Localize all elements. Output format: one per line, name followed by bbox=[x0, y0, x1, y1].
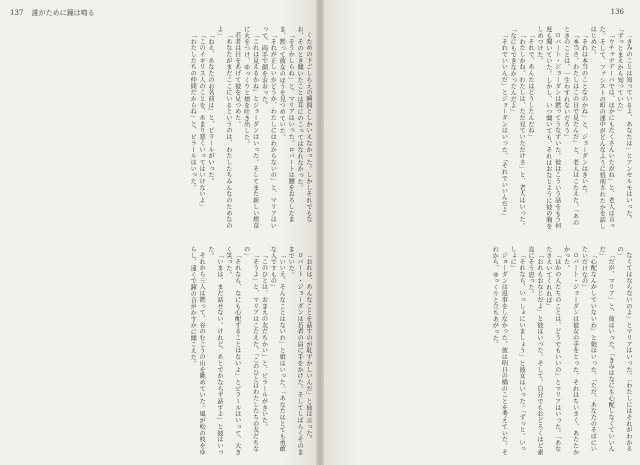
paragraph: ロバート・ジョーダンは若者の肩に手をかけた。そしてしばらくそのままでいた。 bbox=[287, 246, 304, 456]
right-running-header bbox=[611, 8, 630, 16]
paragraph: 「そうかしらね」と、マリアはいった。ロバートは腰をおろしたまま、黙って彼女のほうを見つめていた。 bbox=[278, 26, 295, 223]
left-bottom-tier bbox=[8, 246, 312, 456]
paragraph: 「わたしかね。わたしは、ただ見ていただけさ」と、老人はいった。「なにもできなかったんだよ」 bbox=[509, 26, 526, 230]
paragraph: 若者は目をあげて彼を見つめた。 bbox=[233, 32, 241, 128]
right-page bbox=[320, 0, 640, 465]
paragraph: 「ねえ、あなたのお名前は」と、ピラールがいった。 bbox=[207, 32, 215, 185]
paragraph: 「おれは、あんなことを話すのが恥ずかしいんだ」と彼は言った。 bbox=[305, 252, 312, 443]
right-top-tier bbox=[328, 26, 632, 232]
paragraph: 「わたしたちの仲間だからね」と、ピラールはいった。 bbox=[189, 32, 197, 191]
paragraph: 「ほかの人たちのことは、どうでもいいの」とマリアはいった。「あなたさえいてくれれば」 bbox=[544, 246, 561, 453]
paragraph: 「そうよ」と、マリアはこたえた。「このひとはわたしたちの友だちなの」 bbox=[242, 246, 259, 453]
paragraph: 「このイギリス人のことを、あまり悪くいってはいけないよ」 bbox=[198, 32, 206, 210]
paragraph: 「それでいいんだ」とジョーダンはいった。「それでいいんだよ」 bbox=[500, 32, 508, 220]
paragraph: 「それは本当のことなのかね」と、ジョーダンはきいた。 bbox=[580, 32, 588, 198]
paragraph: なくてはならないのよ」とマリアはいった。「わたしにはそれがわかるの」 bbox=[616, 246, 632, 453]
paragraph: 「これは見えるかね」とジョーダンはいった。そしてまた新しい煙草に火をつけ、ゆっくりと煙を吐き出した。 bbox=[242, 26, 259, 230]
left-top-tier bbox=[8, 26, 312, 232]
left-page-number: 137 bbox=[10, 9, 24, 17]
paragraph: 「おれもおなじだよ」と彼はいった。そして、自分でもおどろくほど素直にそう思った。 bbox=[527, 246, 543, 456]
paragraph: 「心配なんかしていないわ」と娘はいった。「ただ、あなたのそばにいたいだけなの」 bbox=[580, 246, 597, 453]
paragraph: それから三人は黙って、谷のむこうの山を眺めていた。風が松の枝をゆらし、遠くで鐘の音がかすかに聞こえた。 bbox=[189, 246, 206, 456]
running-title: 誰がために鐘は鳴る bbox=[31, 9, 95, 17]
paragraph: 「いいえ、そんなことはないわ」と娘はいった。「あなたはとても勇敢な人ですもの」 bbox=[269, 246, 286, 453]
paragraph: 「それなら、なにも心配することはないよ」とピラールはいって、大きく笑った。 bbox=[224, 246, 241, 456]
paragraph: 「いまは、まだ話せない。けれど、あとでかならず話すよ」と彼はいった。 bbox=[207, 246, 223, 456]
paragraph: ロバート・ジョーダンは黙ってうなずいた。彼はこういう話をもう何度も聞いていた。しかし、いつ聞いても、それはおなじように彼の胸をしめつけた。 bbox=[535, 26, 561, 230]
left-running-header bbox=[10, 8, 95, 18]
paragraph: くための下ごしらえの瞬間としかいえなかった。しかしそれでもなお、そのとき聞いたことは耳にのこってはなれなかった。 bbox=[296, 26, 312, 223]
book-gutter bbox=[316, 0, 324, 465]
paragraph: 「だが、マリア」と、彼はいった。「きみはなにも心配しなくていいんだ」 bbox=[598, 246, 615, 453]
paragraph: 「あなたがまだここにいるというのは、わたしたちみんなのためなのよ」 bbox=[215, 26, 232, 230]
paragraph: ロバート・ジョーダンは彼女の手をとった。それはちいさく、あたたかかった。 bbox=[562, 246, 579, 456]
paragraph: ジョーダンは返事をしなかった。彼は明日の橋のことを考えていた。それから、ゆっくりと立ちあがった。 bbox=[491, 246, 508, 456]
right-page-number: 136 bbox=[610, 8, 624, 16]
paragraph: 「それが正しいかどうか、わたしにはわからないの」と、マリアはいって、両手で顔をおおった。 bbox=[260, 26, 277, 230]
paragraph: 「それなら、いっしょにいましょう」と彼女はいった。「ずっと、いっしょに」 bbox=[509, 246, 526, 453]
paragraph: 「本当さ。わたしはこの目で見たんだ」と、老人はこたえた。「あのときのことは、一生わすれないだろう」 bbox=[562, 26, 579, 226]
paragraph: 「このひとは、おまえの友だちかい」と、ピラールがきいた。 bbox=[260, 252, 268, 430]
right-bottom-tier bbox=[328, 246, 632, 456]
paragraph: 「きみのことは知っているよ、あなたは」とアンセルモはいった。「ずっとまえから知っていた」 bbox=[616, 26, 632, 223]
paragraph: 「ウチャナデーバでは、ほかにもたくさんいたがね」と、老人は言った。そして、ファシストの町の連中がどんなふうに処刑されたかを話しはじめた。 bbox=[589, 26, 615, 230]
paragraph: 「それで、あんたはどうしたんだね」 bbox=[527, 32, 535, 141]
